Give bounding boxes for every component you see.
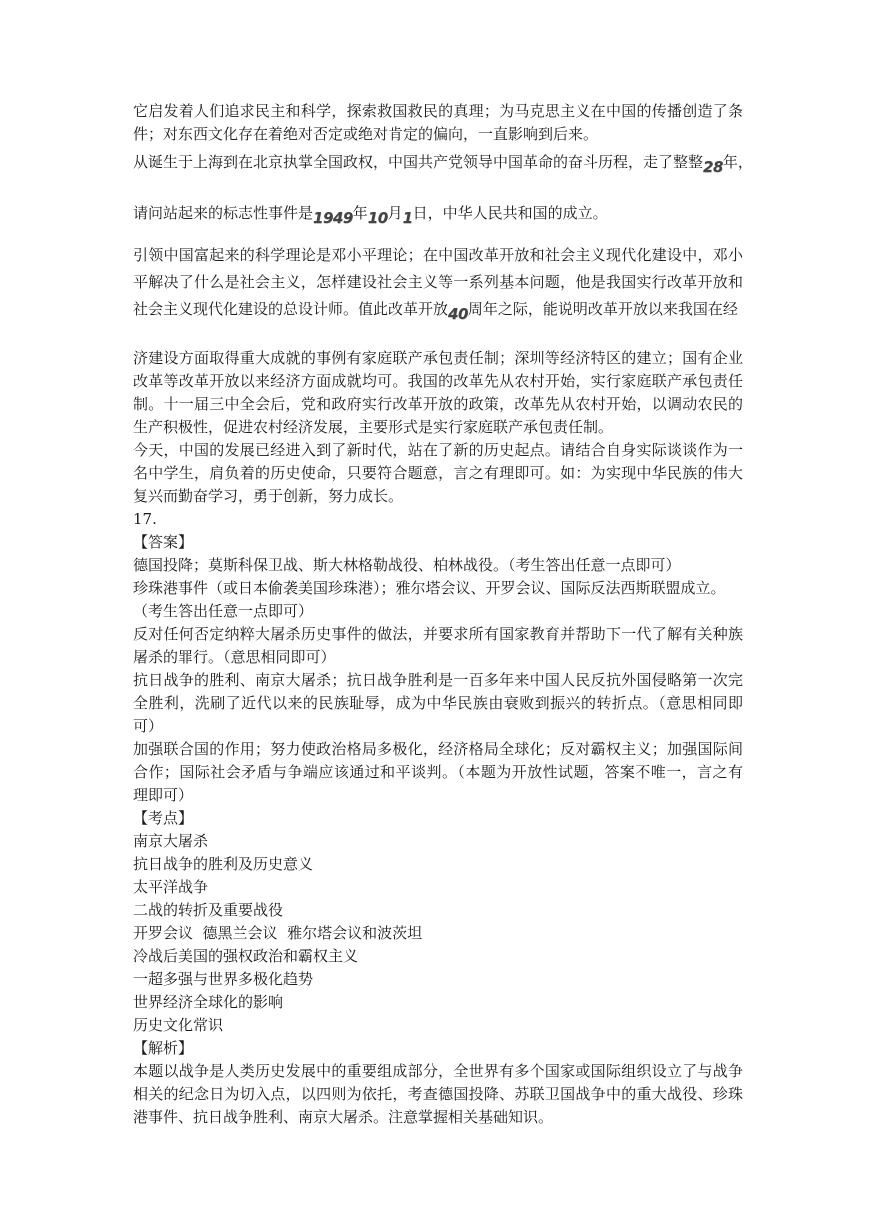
text-line: 它启发着人们追求民主和科学，探索救国救民的真理；为马克思主义在中国的传播创造了条: [133, 102, 743, 120]
handwritten-year: 1949: [313, 209, 353, 227]
text-segment: 月: [387, 204, 403, 222]
text-line: [133, 298, 743, 321]
topic-item: 二战的转折及重要战役: [133, 901, 284, 919]
text-line: 平解决了什么是社会主义，怎样建设社会主义等一系列基本问题，他是我国实行改革开放和: [133, 273, 743, 291]
text-segment: 周年之际，能说明改革开放以来我国在经: [467, 300, 738, 318]
text-line: 理即可）: [133, 786, 194, 804]
text-line: 反对任何否定纳粹大屠杀历史事件的做法，并要求所有国家教育并帮助下一代了解有关种族: [133, 625, 743, 643]
text-line: 德国投降；莫斯科保卫战、斯大林格勒战役、柏林战役。（考生答出任意一点即可）: [133, 556, 681, 574]
topic-item: 一超多强与世界多极化趋势: [133, 970, 314, 988]
question-number: 17.: [133, 510, 157, 528]
analysis-heading: 【解析】: [133, 1039, 194, 1057]
text-line: [133, 151, 753, 176]
text-line: 抗日战争的胜利、南京大屠杀；抗日战争胜利是一百多年来中国人民反抗外国侵略第一次完: [133, 671, 743, 689]
handwritten-number: 28: [703, 158, 723, 176]
text-line: [133, 202, 743, 225]
handwritten-month: 10: [367, 209, 388, 227]
topic-item: 历史文化常识: [133, 1016, 224, 1034]
topic-item: 南京大屠杀: [133, 832, 209, 850]
text-line: 今天，中国的发展已经进入到了新时代，站在了新的历史起点。请结合自身实际谈谈作为一: [133, 441, 743, 459]
text-line: （考生答出任意一点即可）: [133, 602, 314, 620]
paragraph-new-culture: [133, 100, 743, 146]
answer-section: [133, 347, 743, 1129]
paragraph-founding: [133, 202, 743, 225]
handwritten-day: 1: [402, 209, 413, 227]
text-segment: 社会主义现代化建设的总设计师。值此改革开放: [133, 300, 449, 318]
text-line: 相关的纪念日为切入点，以四则为依托，考查德国投降、苏联卫国战争中的重大战役、珍珠: [133, 1085, 743, 1103]
text-line: 港事件、抗日战争胜利、南京大屠杀。注意掌握相关基础知识。: [133, 1108, 554, 1126]
text-line: 生产积极性，促进农村经济发展，主要形式是实行家庭联产承包责任制。: [133, 418, 614, 436]
text-segment: 年，: [722, 153, 753, 171]
answer-heading: 【答案】: [133, 533, 194, 551]
text-line: 全胜利，洗刷了近代以来的民族耻辱，成为中华民族由衰败到振兴的转折点。（意思相同即: [133, 694, 743, 712]
topic-heading: 【考点】: [133, 809, 194, 827]
text-segment: 从诞生于上海到在北京执掌全国政权，中国共产党领导中国革命的奋斗历程，走了整整: [133, 153, 704, 171]
text-segment: 请问站起来的标志性事件是: [133, 204, 314, 222]
text-line: 制。十一届三中全会后，党和政府实行改革开放的政策，改革先从农村开始，以调动农民的: [133, 395, 743, 413]
text-line: 件；对东西文化存在着绝对否定或绝对肯定的偏向，一直影响到后来。: [133, 125, 599, 143]
topic-item: 开罗会议 德黑兰会议 雅尔塔会议和波茨坦: [133, 924, 423, 942]
text-segment: 年: [352, 204, 368, 222]
topic-item: 冷战后美国的强权政治和霸权主义: [133, 947, 359, 965]
text-line: 可）: [133, 717, 164, 735]
text-line: 珍珠港事件（或日本偷袭美国珍珠港）；雅尔塔会议、开罗会议、国际反法西斯联盟成立。: [133, 579, 726, 597]
text-line: 加强联合国的作用；努力使政治格局多极化，经济格局全球化；反对霸权主义；加强国际间: [133, 740, 743, 758]
text-segment: 日，中华人民共和国的成立。: [412, 204, 608, 222]
text-line: 改革等改革开放以来经济方面成就均可。我国的改革先从农村开始，实行家庭联产承包责任: [133, 372, 743, 390]
document-body: [133, 100, 753, 1129]
topic-item: 世界经济全球化的影响: [133, 993, 284, 1011]
text-line: 济建设方面取得重大成就的事例有家庭联产承包责任制；深圳等经济特区的建立；国有企业: [133, 349, 743, 367]
text-line: 合作；国际社会矛盾与争端应该通过和平谈判。（本题为开放性试题，答案不唯一，言之有: [133, 763, 743, 781]
text-line: 屠杀的罪行。（意思相同即可）: [133, 648, 336, 666]
handwritten-number: 40: [448, 305, 468, 323]
text-line: 名中学生，肩负着的历史使命，只要符合题意，言之有理即可。如：为实现中华民族的伟大: [133, 464, 743, 482]
paragraph-reform: [133, 244, 743, 321]
topic-item: 抗日战争的胜利及历史意义: [133, 855, 314, 873]
paragraph-cpc-history: [133, 151, 753, 176]
topic-item: 太平洋战争: [133, 878, 209, 896]
text-line: 复兴而勤奋学习，勇于创新，努力成长。: [133, 487, 404, 505]
text-line: 引领中国富起来的科学理论是邓小平理论；在中国改革开放和社会主义现代化建设中，邓小: [133, 246, 743, 264]
text-line: 本题以战争是人类历史发展中的重要组成部分，全世界有多个国家或国际组织设立了与战争: [133, 1062, 743, 1080]
